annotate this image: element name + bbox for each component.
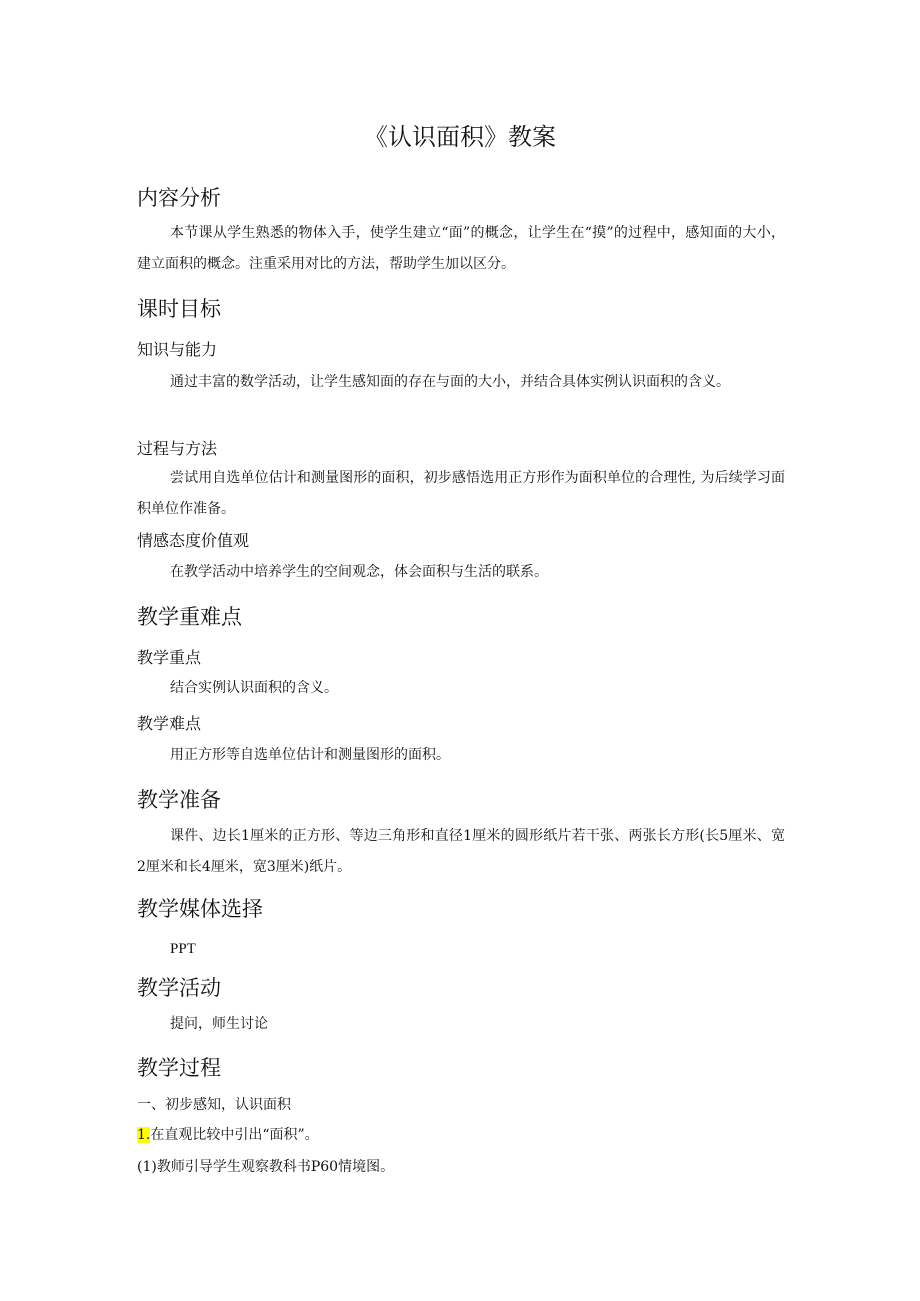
process-sub-item: (1)教师引导学生观察教科书P60情境图。 <box>137 1159 395 1175</box>
process-method-text: 尝试用自选单位估计和测量图形的面积，初步感悟选用正方形作为面积单位的合理性, 为后续学习面积单位作准备。 <box>137 470 785 517</box>
process-step-one: 一、初步感知，认识面积 <box>137 1097 291 1113</box>
heading-emotion-values: 情感态度价值观 <box>137 531 250 550</box>
heading-teaching-focus: 教学重点 <box>137 648 202 667</box>
item-one-text: 在直观比较中引出“面积”。 <box>150 1127 319 1143</box>
heading-objectives: 课时目标 <box>137 297 221 321</box>
heading-key-points: 教学重难点 <box>137 605 242 629</box>
heading-activities: 教学活动 <box>137 976 221 1000</box>
heading-media: 教学媒体选择 <box>137 897 263 921</box>
item-number-highlight: 1. <box>137 1127 151 1143</box>
heading-preparation: 教学准备 <box>137 788 221 812</box>
activities-text: 提问，师生讨论 <box>170 1016 268 1032</box>
heading-content-analysis: 内容分析 <box>137 186 221 210</box>
heading-teaching-difficulty: 教学难点 <box>137 714 202 733</box>
document-title: 《认识面积》教案 <box>364 123 556 151</box>
heading-teaching-process: 教学过程 <box>137 1056 221 1080</box>
preparation-text: 课件、边长1厘米的正方形、等边三角形和直径1厘米的圆形纸片若干张、两张长方形(长5厘米、宽2厘米和长4厘米，宽3厘米)纸片。 <box>137 828 785 875</box>
heading-knowledge-ability: 知识与能力 <box>137 340 218 359</box>
emotion-values-text: 在教学活动中培养学生的空间观念，体会面积与生活的联系。 <box>170 564 548 580</box>
teaching-difficulty-text: 用正方形等自选单位估计和测量图形的面积。 <box>170 747 450 763</box>
teaching-focus-text: 结合实例认识面积的含义。 <box>170 680 338 696</box>
heading-process-method: 过程与方法 <box>137 439 218 458</box>
media-text: PPT <box>170 941 196 957</box>
content-analysis-text: 本节课从学生熟悉的物体入手，使学生建立“面”的概念，让学生在“摸”的过程中，感知面的大小，建立面积的概念。注重采用对比的方法，帮助学生加以区分。 <box>137 225 785 272</box>
process-item-one <box>137 1124 319 1146</box>
knowledge-ability-text: 通过丰富的数学活动，让学生感知面的存在与面的大小，并结合具体实例认识面积的含义。 <box>170 374 730 390</box>
